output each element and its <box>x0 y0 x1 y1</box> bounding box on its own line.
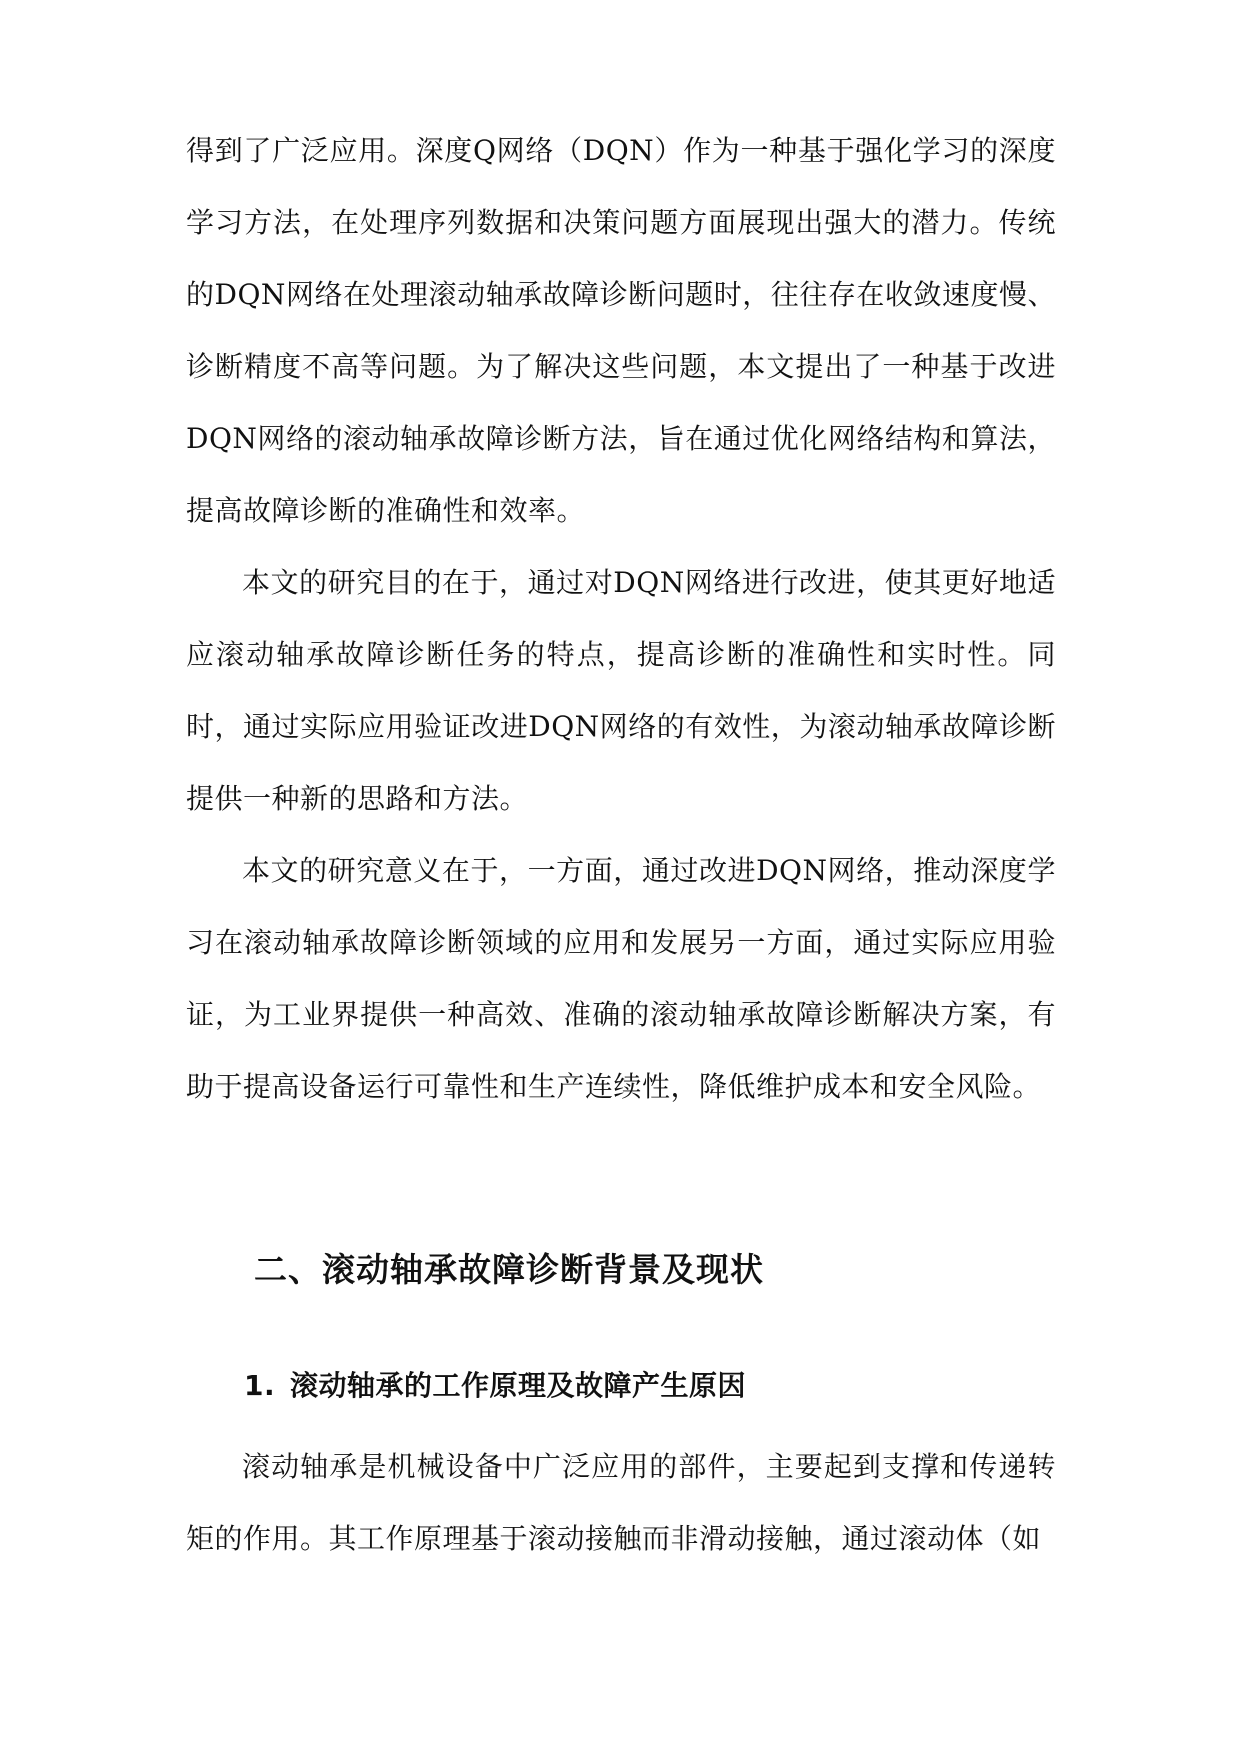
subsection-title-text: 滚动轴承的工作原理及故障产生原因 <box>290 1369 747 1402</box>
section-heading: 二、滚动轴承故障诊断背景及现状 <box>254 1250 764 1289</box>
subsection-number: 1. <box>244 1369 276 1402</box>
body-paragraph-research-purpose: 本文的研究目的在于，通过对DQN网络进行改进，使其更好地适应滚动轴承故障诊断任务的特点，提高诊断的准确性和实时性。同时，通过实际应用验证改进DQN网络的有效性，为滚动轴承故障诊断提供一种新的思路和方法。 <box>186 566 1056 815</box>
subsection-heading <box>244 1368 746 1404</box>
body-paragraph-working-principle: 滚动轴承是机械设备中广泛应用的部件，主要起到支撑和传递转矩的作用。其工作原理基于滚动接触而非滑动接触，通过滚动体（如 <box>186 1450 1056 1555</box>
body-paragraph-intro-continuation: 得到了广泛应用。深度Q网络（DQN）作为一种基于强化学习的深度学习方法，在处理序列数据和决策问题方面展现出强大的潜力。传统的DQN网络在处理滚动轴承故障诊断问题时，往往存在收敛速度慢、诊断精度不高等问题。为了解决这些问题，本文提出了一种基于改进DQN网络的滚动轴承故障诊断方法，旨在通过优化网络结构和算法，提高故障诊断的准确性和效率。 <box>186 134 1056 527</box>
body-paragraph-research-significance: 本文的研究意义在于，一方面，通过改进DQN网络，推动深度学习在滚动轴承故障诊断领域的应用和发展另一方面，通过实际应用验证，为工业界提供一种高效、准确的滚动轴承故障诊断解决方案，有助于提高设备运行可靠性和生产连续性，降低维护成本和安全风险。 <box>186 854 1056 1103</box>
